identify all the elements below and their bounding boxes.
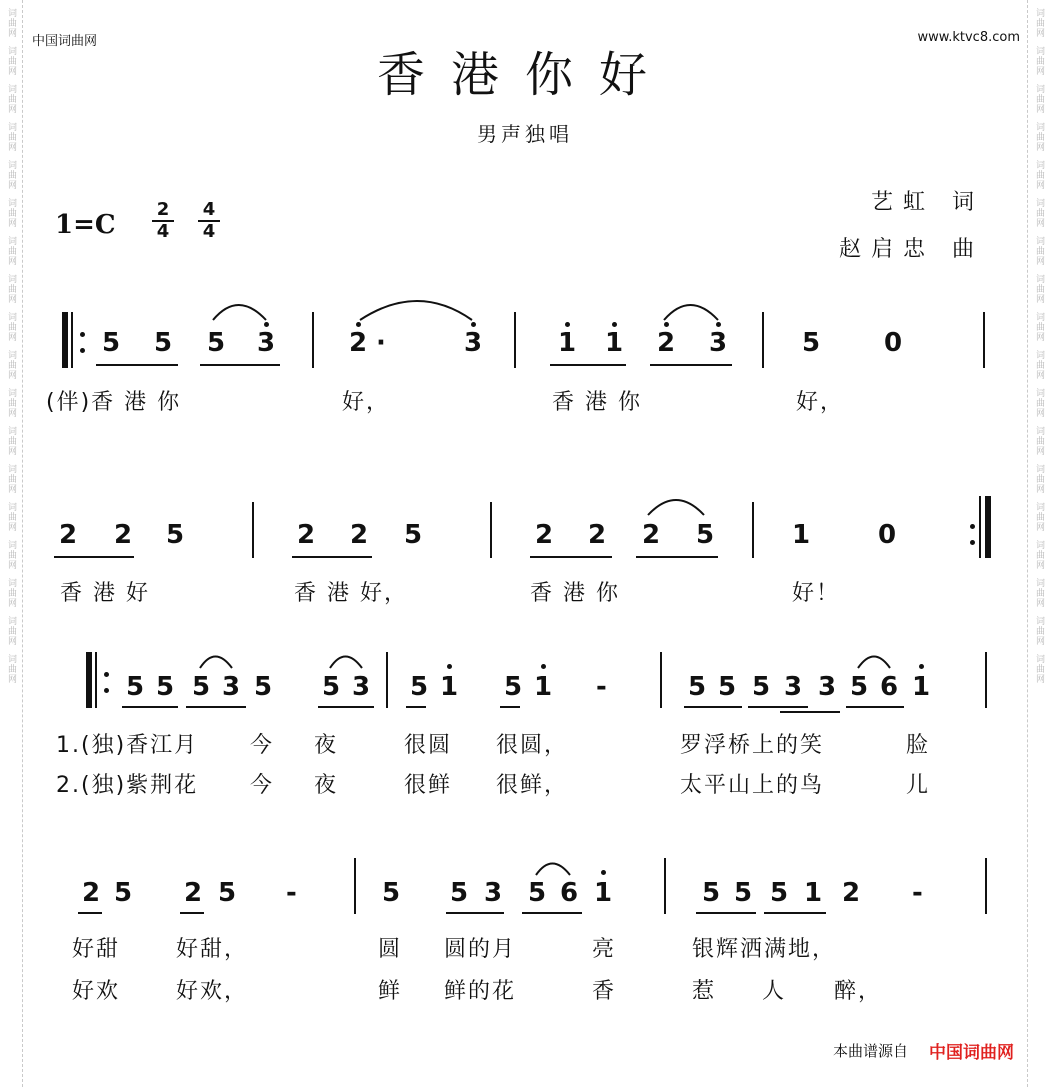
slur xyxy=(330,657,362,669)
high-octave-dot xyxy=(919,664,924,669)
lyric: 鲜 xyxy=(378,979,403,1004)
note: 1 xyxy=(911,672,931,702)
dash-sustain: - xyxy=(286,878,297,908)
note: 3 xyxy=(256,328,276,358)
side-watermark: 词曲网 xyxy=(6,578,16,608)
bar-line xyxy=(752,502,754,558)
high-octave-dot xyxy=(447,664,452,669)
lyric: 香 港 你 xyxy=(552,390,642,415)
lyric: 今 xyxy=(250,773,275,798)
side-watermark: 词曲网 xyxy=(6,426,16,456)
lyric: 好欢 xyxy=(72,979,121,1004)
repeat-dot xyxy=(104,688,109,693)
footer-source-site: 中国词曲网 xyxy=(929,1043,1014,1063)
time-signature-2-4 xyxy=(152,200,174,242)
side-watermark: 词曲网 xyxy=(6,388,16,418)
lyric: 香 xyxy=(592,979,617,1004)
note: 5 xyxy=(751,672,771,702)
lyric: 好欢， xyxy=(176,979,249,1004)
note: 5 xyxy=(165,520,185,550)
side-watermark: 词曲网 xyxy=(1034,426,1044,456)
note: 1 xyxy=(593,878,613,908)
eighth-underline xyxy=(650,364,732,366)
note: 3 xyxy=(221,672,241,702)
rest: 0 xyxy=(877,520,897,550)
side-watermark: 词曲网 xyxy=(1034,274,1044,304)
bar-line xyxy=(979,496,981,558)
note: 2 xyxy=(641,520,661,550)
high-octave-dot xyxy=(664,322,669,327)
bar-line xyxy=(985,858,987,914)
side-watermark: 词曲网 xyxy=(1034,84,1044,114)
note: 3 xyxy=(463,328,483,358)
eighth-underline xyxy=(550,364,626,366)
repeat-start-bar xyxy=(86,652,92,708)
lyric: 好， xyxy=(796,390,845,415)
lyric: 今 xyxy=(250,733,275,758)
slur xyxy=(648,500,704,515)
note: 2 xyxy=(296,520,316,550)
repeat-dot xyxy=(80,348,85,353)
side-watermark: 词曲网 xyxy=(1034,350,1044,380)
note: 5 xyxy=(695,520,715,550)
side-watermark: 词曲网 xyxy=(6,312,16,342)
eighth-underline xyxy=(636,556,718,558)
lyric: 2.(独)紫荆花 xyxy=(56,773,199,798)
lyric: 香 港 你 xyxy=(530,581,620,606)
eighth-underline xyxy=(748,706,808,708)
eighth-underline xyxy=(96,364,178,366)
note: 2 xyxy=(534,520,554,550)
note: 3 xyxy=(708,328,728,358)
bar-line xyxy=(386,652,388,708)
bar-line xyxy=(71,312,73,368)
lyric: 好甜 xyxy=(72,937,121,962)
note: 2 xyxy=(348,328,368,358)
note: 5 xyxy=(409,672,429,702)
side-watermark: 词曲网 xyxy=(1034,578,1044,608)
eighth-underline xyxy=(54,556,134,558)
time-sig-top: 4 xyxy=(198,200,220,222)
time-sig-bottom: 4 xyxy=(156,221,170,242)
note: 5 xyxy=(191,672,211,702)
slur xyxy=(360,301,472,320)
left-margin-strip xyxy=(0,0,23,1087)
lyric: 很鲜， xyxy=(496,773,569,798)
note: 5 xyxy=(253,672,273,702)
eighth-underline xyxy=(122,706,178,708)
eighth-underline xyxy=(764,912,826,914)
note: 5 xyxy=(125,672,145,702)
slur xyxy=(858,657,890,669)
eighth-underline xyxy=(500,706,520,708)
side-watermark: 词曲网 xyxy=(1034,540,1044,570)
note: 3 xyxy=(351,672,371,702)
side-watermark: 词曲网 xyxy=(1034,502,1044,532)
side-watermark: 词曲网 xyxy=(1034,8,1044,38)
eighth-underline xyxy=(846,706,904,708)
lyric: 好甜， xyxy=(176,937,249,962)
eighth-underline xyxy=(200,364,280,366)
eighth-underline xyxy=(406,706,426,708)
repeat-dot xyxy=(970,540,975,545)
eighth-underline xyxy=(292,556,372,558)
note: 5 xyxy=(801,328,821,358)
note: 3 xyxy=(783,672,803,702)
side-watermark: 词曲网 xyxy=(6,236,16,266)
eighth-underline xyxy=(186,706,246,708)
high-octave-dot xyxy=(565,322,570,327)
slur xyxy=(664,305,718,320)
high-octave-dot xyxy=(612,322,617,327)
lyric: 醉， xyxy=(834,979,883,1004)
bar-line xyxy=(354,858,356,914)
side-watermark: 词曲网 xyxy=(1034,122,1044,152)
repeat-dot xyxy=(104,672,109,677)
eighth-underline xyxy=(522,912,582,914)
note: 5 xyxy=(206,328,226,358)
note: 5 xyxy=(449,878,469,908)
lyric: 很圆 xyxy=(404,733,453,758)
bar-line xyxy=(762,312,764,368)
bar-line xyxy=(490,502,492,558)
key-signature: 1=C xyxy=(55,210,116,240)
song-title: 香港你好 xyxy=(376,47,673,103)
bar-line xyxy=(95,652,97,708)
side-watermark: 词曲网 xyxy=(1034,616,1044,646)
bar-line xyxy=(983,312,985,368)
lyric: 很圆， xyxy=(496,733,569,758)
repeat-start-bar xyxy=(62,312,68,368)
composer-credit: 赵启忠 曲 xyxy=(839,237,984,262)
note: 2 xyxy=(656,328,676,358)
note: 6 xyxy=(559,878,579,908)
eighth-underline xyxy=(696,912,756,914)
eighth-underline xyxy=(180,912,204,914)
side-watermark: 词曲网 xyxy=(6,198,16,228)
dash-sustain: - xyxy=(912,878,923,908)
time-sig-top: 2 xyxy=(152,200,174,222)
side-watermark: 词曲网 xyxy=(6,616,16,646)
bar-line xyxy=(514,312,516,368)
lyric: 圆的月 xyxy=(444,937,517,962)
lyricist-credit: 艺虹 词 xyxy=(871,190,984,215)
note: 5 xyxy=(733,878,753,908)
bar-line xyxy=(252,502,254,558)
note: 5 xyxy=(321,672,341,702)
lyric: 亮 xyxy=(592,937,617,962)
eighth-underline xyxy=(684,706,742,708)
note: 2 xyxy=(841,878,861,908)
note: 5 xyxy=(527,878,547,908)
lyric: (伴)香 港 你 xyxy=(46,390,182,415)
lyric: 太平山上的鸟 xyxy=(680,773,825,798)
high-octave-dot xyxy=(541,664,546,669)
note: 1 xyxy=(803,878,823,908)
side-watermark: 词曲网 xyxy=(1034,654,1044,684)
bar-line xyxy=(312,312,314,368)
side-watermark: 词曲网 xyxy=(6,274,16,304)
side-watermark: 词曲网 xyxy=(1034,464,1044,494)
side-watermark: 词曲网 xyxy=(1034,388,1044,418)
eighth-underline xyxy=(530,556,612,558)
lyric: 人 xyxy=(762,979,787,1004)
repeat-dot xyxy=(970,524,975,529)
note: 6 xyxy=(879,672,899,702)
note: 5 xyxy=(101,328,121,358)
lyric: 夜 xyxy=(314,773,339,798)
note: 5 xyxy=(403,520,423,550)
slur xyxy=(200,657,232,669)
site-name-left: 中国词曲网 xyxy=(32,34,98,49)
note: 3 xyxy=(817,672,837,702)
footer-source-label: 本曲谱源自 xyxy=(832,1042,908,1060)
high-octave-dot xyxy=(716,322,721,327)
lyric: 香 港 好 xyxy=(60,581,150,606)
bar-line xyxy=(664,858,666,914)
side-watermark: 词曲网 xyxy=(1034,236,1044,266)
bar-line xyxy=(660,652,662,708)
time-sig-bottom: 4 xyxy=(202,221,216,242)
slur xyxy=(536,864,570,876)
note: 5 xyxy=(155,672,175,702)
note: 5 xyxy=(687,672,707,702)
lyric: 脸 xyxy=(906,733,931,758)
side-watermark: 词曲网 xyxy=(6,540,16,570)
side-watermark: 词曲网 xyxy=(1034,160,1044,190)
side-watermark: 词曲网 xyxy=(6,350,16,380)
note: 2 xyxy=(587,520,607,550)
lyric: 好！ xyxy=(792,581,841,606)
note: 3 xyxy=(483,878,503,908)
lyric: 银辉洒满地， xyxy=(692,937,837,962)
repeat-dot xyxy=(80,332,85,337)
bar-line xyxy=(985,652,987,708)
note: 2 xyxy=(183,878,203,908)
side-watermark: 词曲网 xyxy=(6,502,16,532)
note: 5 xyxy=(503,672,523,702)
lyric: 夜 xyxy=(314,733,339,758)
side-watermark: 词曲网 xyxy=(6,160,16,190)
high-octave-dot xyxy=(264,322,269,327)
note: 5 xyxy=(153,328,173,358)
side-watermark: 词曲网 xyxy=(1034,312,1044,342)
lyric: 儿 xyxy=(906,773,931,798)
repeat-end-bar xyxy=(985,496,991,558)
time-signature-4-4 xyxy=(198,200,220,242)
right-margin-strip xyxy=(1027,0,1050,1087)
note: 2 xyxy=(58,520,78,550)
note: 1 xyxy=(604,328,624,358)
eighth-underline xyxy=(446,912,504,914)
high-octave-dot xyxy=(356,322,361,327)
site-url-right: www.ktvc8.com xyxy=(917,30,1020,45)
lyric: 鲜的花 xyxy=(444,979,517,1004)
slur xyxy=(213,305,266,320)
rest: 0 xyxy=(883,328,903,358)
eighth-underline xyxy=(318,706,374,708)
lyric: 罗浮桥上的笑 xyxy=(680,733,825,758)
side-watermark: 词曲网 xyxy=(6,8,16,38)
note: 2 xyxy=(113,520,133,550)
note: 1 xyxy=(557,328,577,358)
dash-sustain: - xyxy=(596,672,607,702)
side-watermark: 词曲网 xyxy=(1034,46,1044,76)
lyric: 圆 xyxy=(378,937,403,962)
note: 1 xyxy=(439,672,459,702)
note: 1 xyxy=(533,672,553,702)
note: 5 xyxy=(701,878,721,908)
dotted-note-dot: · xyxy=(376,328,386,358)
sixteenth-underline xyxy=(780,711,840,713)
note: 2 xyxy=(81,878,101,908)
note: 2 xyxy=(349,520,369,550)
note: 5 xyxy=(113,878,133,908)
lyric: 惹 xyxy=(692,979,717,1004)
eighth-underline xyxy=(78,912,102,914)
lyric: 很鲜 xyxy=(404,773,453,798)
song-subtitle: 男声独唱 xyxy=(477,122,573,146)
side-watermark: 词曲网 xyxy=(1034,198,1044,228)
note: 5 xyxy=(769,878,789,908)
side-watermark: 词曲网 xyxy=(6,122,16,152)
lyric: 1.(独)香江月 xyxy=(56,733,199,758)
high-octave-dot xyxy=(471,322,476,327)
note: 1 xyxy=(791,520,811,550)
note: 5 xyxy=(381,878,401,908)
high-octave-dot xyxy=(601,870,606,875)
note: 5 xyxy=(717,672,737,702)
side-watermark: 词曲网 xyxy=(6,84,16,114)
lyric: 香 港 好， xyxy=(294,581,408,606)
side-watermark: 词曲网 xyxy=(6,654,16,684)
side-watermark: 词曲网 xyxy=(6,46,16,76)
side-watermark: 词曲网 xyxy=(6,464,16,494)
note: 5 xyxy=(217,878,237,908)
lyric: 好， xyxy=(342,390,391,415)
note: 5 xyxy=(849,672,869,702)
